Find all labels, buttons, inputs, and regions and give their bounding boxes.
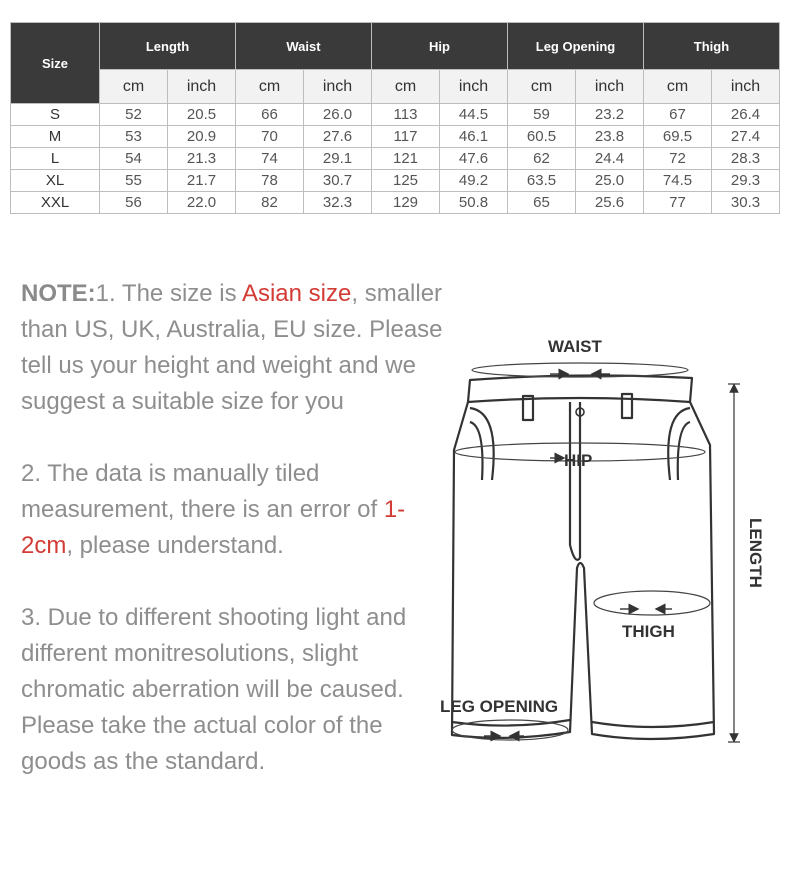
table-cell: 129 [372,192,440,214]
unit-header: inch [440,70,508,104]
table-cell: 74 [236,148,304,170]
table-cell: 59 [508,104,576,126]
table-cell: 54 [100,148,168,170]
table-cell: 30.7 [304,170,372,192]
size-cell: XXL [11,192,100,214]
unit-header: cm [372,70,440,104]
table-cell: 52 [100,104,168,126]
size-cell: S [11,104,100,126]
table-cell: 70 [236,126,304,148]
table-cell: 23.8 [576,126,644,148]
table-cell: 21.7 [168,170,236,192]
table-cell: 63.5 [508,170,576,192]
unit-header: inch [576,70,644,104]
hip-label: HIP [564,451,593,470]
group-header-leg-opening: Leg Opening [508,23,644,70]
table-cell: 60.5 [508,126,576,148]
unit-header: inch [304,70,372,104]
table-cell: 20.5 [168,104,236,126]
unit-header: cm [508,70,576,104]
size-chart-table [10,22,780,214]
note-error-range: 1-2cm [21,496,406,559]
unit-header: cm [644,70,712,104]
table-cell: 72 [644,148,712,170]
unit-header: inch [712,70,780,104]
note-paragraph-3: 3. Due to different shooting light and different monitresolutions, slight chromatic aberration will be caused. Please take the actual color of the goods as the standard. [21,604,407,775]
table-cell: 67 [644,104,712,126]
size-cell: L [11,148,100,170]
unit-header: cm [236,70,304,104]
table-cell: 69.5 [644,126,712,148]
leg-opening-label: LEG OPENING [440,697,559,716]
table-cell: 30.3 [712,192,780,214]
table-cell: 121 [372,148,440,170]
group-header-length: Length [100,23,236,70]
table-row [11,192,780,214]
length-guide [728,384,740,742]
note-p2-start: 2. The data is manually tiled measurement, there is an error of [21,460,384,523]
waist-label: WAIST [548,337,602,356]
table-cell: 29.1 [304,148,372,170]
size-header: Size [11,23,100,104]
table-cell: 25.6 [576,192,644,214]
thigh-label: THIGH [622,622,675,641]
table-cell: 78 [236,170,304,192]
table-cell: 113 [372,104,440,126]
group-header-thigh: Thigh [644,23,780,70]
table-cell: 74.5 [644,170,712,192]
note-paragraph-2 [21,456,451,564]
note-label: NOTE: [21,280,96,307]
table-cell: 27.6 [304,126,372,148]
table-cell: 56 [100,192,168,214]
table-cell: 23.2 [576,104,644,126]
unit-header: inch [168,70,236,104]
size-cell: M [11,126,100,148]
note-p1-start: 1. The size is [95,280,242,307]
table-cell: 53 [100,126,168,148]
table-cell: 28.3 [712,148,780,170]
table-row [11,170,780,192]
table-cell: 21.3 [168,148,236,170]
table-cell: 26.4 [712,104,780,126]
table-cell: 50.8 [440,192,508,214]
table-cell: 24.4 [576,148,644,170]
table-cell: 22.0 [168,192,236,214]
table-cell: 66 [236,104,304,126]
table-row [11,148,780,170]
group-header-hip: Hip [372,23,508,70]
table-cell: 26.0 [304,104,372,126]
group-header-waist: Waist [236,23,372,70]
table-cell: 32.3 [304,192,372,214]
table-cell: 49.2 [440,170,508,192]
note-paragraph-1 [21,276,451,420]
table-cell: 47.6 [440,148,508,170]
table-cell: 44.5 [440,104,508,126]
table-cell: 82 [236,192,304,214]
length-label: LENGTH [746,518,765,588]
unit-header: cm [100,70,168,104]
table-cell: 125 [372,170,440,192]
table-cell: 55 [100,170,168,192]
shorts-measurement-diagram [430,330,780,760]
table-cell: 117 [372,126,440,148]
table-cell: 62 [508,148,576,170]
note-p1-end: , smaller than US, UK, Australia, EU size. Please tell us your height and weight and we suggest a suitable size for you [21,280,443,415]
table-cell: 25.0 [576,170,644,192]
note-p2-end: , please understand. [66,532,284,559]
table-cell: 29.3 [712,170,780,192]
note-text [21,276,451,816]
table-cell: 27.4 [712,126,780,148]
note-asian-size: Asian size [241,280,352,307]
table-row [11,104,780,126]
table-row [11,126,780,148]
size-cell: XL [11,170,100,192]
table-cell: 65 [508,192,576,214]
measurement-arrows [484,374,672,736]
table-cell: 77 [644,192,712,214]
table-cell: 20.9 [168,126,236,148]
shorts-outline [452,375,714,739]
table-cell: 46.1 [440,126,508,148]
